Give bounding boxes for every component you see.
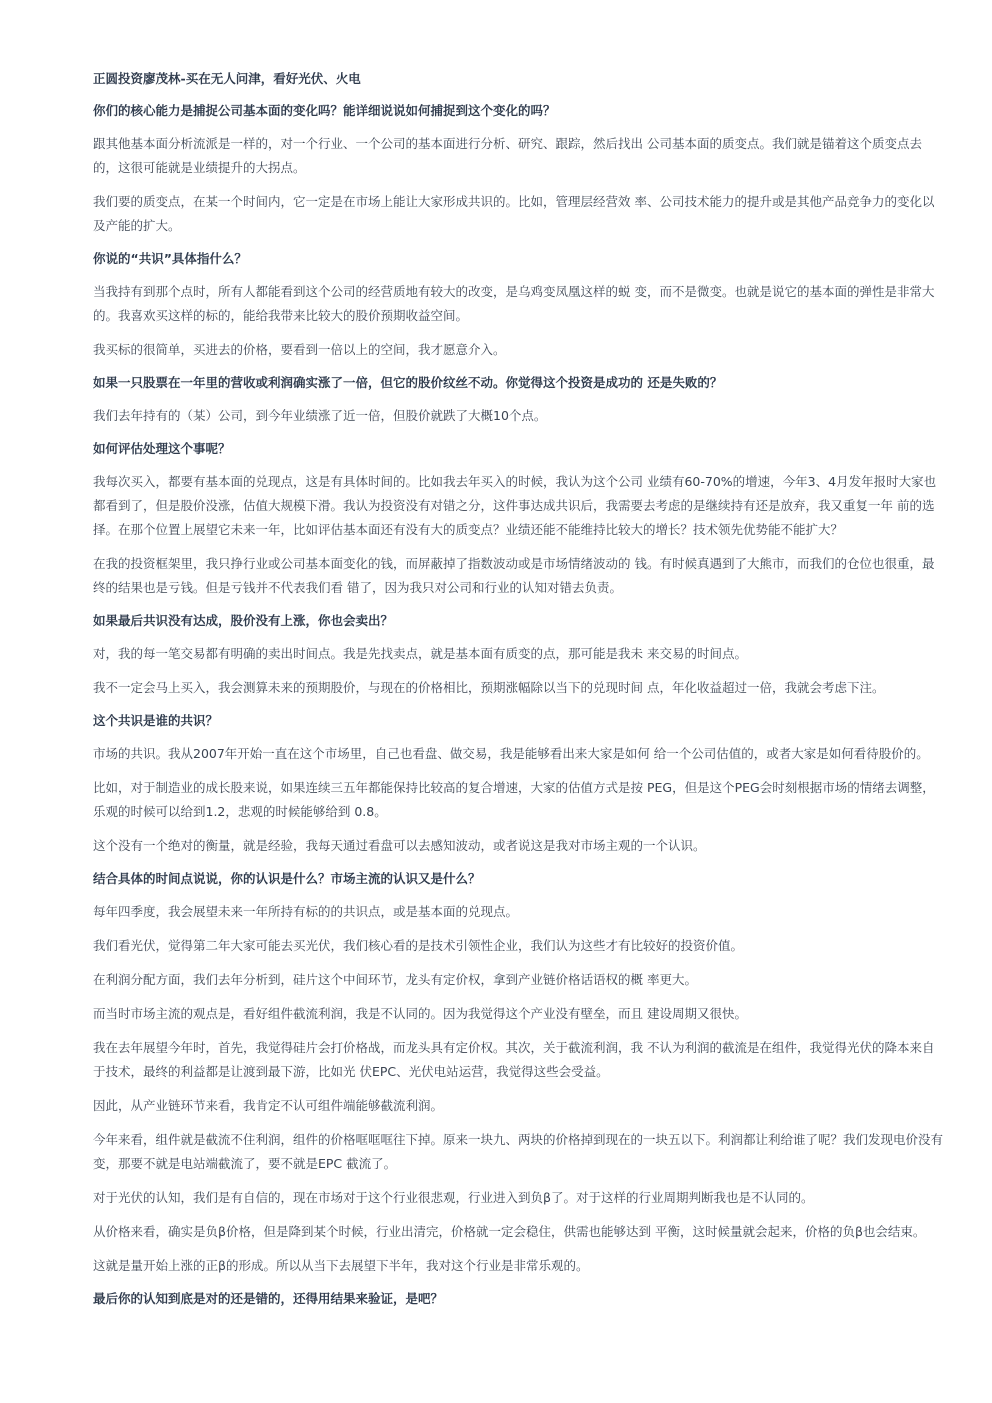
answer-paragraph: 而当时市场主流的观点是，看好组件截流利润，我是不认同的。因为我觉得这个产业没有壁垒，而且 建设周期又很快。 [93, 1006, 747, 1021]
answer-paragraph: 我不一定会马上买入，我会测算未来的预期股价，与现在的价格相比，预期涨幅除以当下的兑现时间 点，年化收益超过一倍，我就会考虑下注。 [93, 680, 885, 695]
answer-paragraph: 我们要的质变点，在某一个时间内，它一定是在市场上能让大家形成共识的。比如，管理层经营效 率、公司技术能力的提升或是其他产品竞争力的变化以及产能的扩大。 [93, 194, 935, 233]
answer-paragraph: 在我的投资框架里，我只挣行业或公司基本面变化的钱，而屏蔽掉了指数波动或是市场情绪波动的 钱。有时候真遇到了大熊市，而我们的仓位也很重，最终的结果也是亏钱。但是亏钱并不代表我们看 错了，因为我只对公司和行业的认知对错去负责。 [93, 556, 935, 595]
answer-paragraph: 这就是量开始上涨的正β的形成。所以从当下去展望下半年，我对这个行业是非常乐观的。 [93, 1258, 589, 1273]
answer-paragraph: 对，我的每一笔交易都有明确的卖出时间点。我是先找卖点，就是基本面有质变的点，那可能是我未 来交易的时间点。 [93, 646, 747, 661]
answer-paragraph: 今年来看，组件就是截流不住利润，组件的价格哐哐哐往下掉。原来一块九、两块的价格掉到现在的一块五以下。利润都让利给谁了呢？我们发现电价没有变，那要不就是电站端截流了，要不就是EPC 截流了。 [93, 1132, 944, 1171]
article-title: 正圆投资廖茂林-买在无人问津，看好光伏、火电 [93, 71, 361, 86]
answer-paragraph: 我买标的很简单，买进去的价格，要看到一倍以上的空间，我才愿意介入。 [93, 342, 506, 357]
answer-paragraph: 我在去年展望今年时，首先，我觉得硅片会打价格战，而龙头具有定价权。其次，关于截流利润，我 不认为利润的截流是在组件，我觉得光伏的降本来自于技术，最终的利益都是让渡到最下游，比如光 伏EPC、光伏电站运营，我觉得这些会受益。 [93, 1040, 935, 1079]
question-heading: 如果一只股票在一年里的营收或利润确实涨了一倍，但它的股价纹丝不动。你觉得这个投资是成功的 还是失败的？ [93, 375, 723, 390]
question-heading: 如果最后共识没有达成，股价没有上涨，你也会卖出？ [93, 613, 394, 628]
question-heading: 结合具体的时间点说说，你的认识是什么？市场主流的认识又是什么？ [93, 871, 481, 886]
answer-paragraph: 跟其他基本面分析流派是一样的，对一个行业、一个公司的基本面进行分析、研究、跟踪，然后找出 公司基本面的质变点。我们就是锚着这个质变点去的，这很可能就是业绩提升的大拐点。 [93, 136, 922, 175]
answer-paragraph: 在利润分配方面，我们去年分析到，硅片这个中间环节，龙头有定价权，拿到产业链价格话语权的概 率更大。 [93, 972, 697, 987]
question-heading: 如何评估处理这个事呢？ [93, 441, 231, 456]
article-body [93, 68, 943, 1320]
article-blocks [93, 100, 943, 1310]
answer-paragraph: 这个没有一个绝对的衡量，就是经验，我每天通过看盘可以去感知波动，或者说这是我对市场主观的一个认识。 [93, 838, 706, 853]
question-heading: 你们的核心能力是捕捉公司基本面的变化吗？能详细说说如何捕捉到这个变化的吗？ [93, 103, 556, 118]
answer-paragraph: 从价格来看，确实是负β价格，但是降到某个时候，行业出清完，价格就一定会稳住，供需也能够达到 平衡，这时候量就会起来，价格的负β也会结束。 [93, 1224, 926, 1239]
answer-paragraph: 因此，从产业链环节来看，我肯定不认可组件端能够截流利润。 [93, 1098, 444, 1113]
question-heading: 你说的“共识”具体指什么？ [93, 251, 247, 266]
answer-paragraph: 我们去年持有的（某）公司，到今年业绩涨了近一倍，但股价就跌了大概10个点。 [93, 408, 547, 423]
question-heading: 最后你的认知到底是对的还是错的，还得用结果来验证，是吧？ [93, 1291, 444, 1306]
question-heading: 这个共识是谁的共识？ [93, 713, 219, 728]
answer-paragraph: 我们看光伏，觉得第二年大家可能去买光伏，我们核心看的是技术引领性企业，我们认为这些才有比较好的投资价值。 [93, 938, 744, 953]
answer-paragraph: 当我持有到那个点时，所有人都能看到这个公司的经营质地有较大的改变，是乌鸡变凤凰这样的蜕 变，而不是微变。也就是说它的基本面的弹性是非常大的。我喜欢买这样的标的，能给我带来比较大的股价预期收益空间。 [93, 284, 935, 323]
answer-paragraph: 每年四季度，我会展望未来一年所持有标的的共识点，或是基本面的兑现点。 [93, 904, 519, 919]
answer-paragraph: 比如，对于制造业的成长股来说，如果连续三五年都能保持比较高的复合增速，大家的估值方式是按 PEG，但是这个PEG会时刻根据市场的情绪去调整，乐观的时候可以给到1.2，悲观的时候能够给到 0.8。 [93, 780, 935, 819]
answer-paragraph: 我每次买入，都要有基本面的兑现点，这是有具体时间的。比如我去年买入的时候，我认为这个公司 业绩有60-70%的增速，今年3、4月发年报时大家也都看到了，但是股价没涨，估值大规模下滑。我认为投资没有对错之分，这件事达成共识后，我需要去考虑的是继续持有还是放弃，我又重复一年 前的选择。在那个位置上展望它未来一年，比如评估基本面还有没有大的质变点？业绩还能不能维持比较大的增长？技术领先优势能不能扩大？ [93, 474, 937, 537]
answer-paragraph: 对于光伏的认知，我们是有自信的，现在市场对于这个行业很悲观，行业进入到负β了。对于这样的行业周期判断我也是不认同的。 [93, 1190, 814, 1205]
answer-paragraph: 市场的共识。我从2007年开始一直在这个市场里，自己也看盘、做交易，我是能够看出来大家是如何 给一个公司估值的，或者大家是如何看待股价的。 [93, 746, 929, 761]
